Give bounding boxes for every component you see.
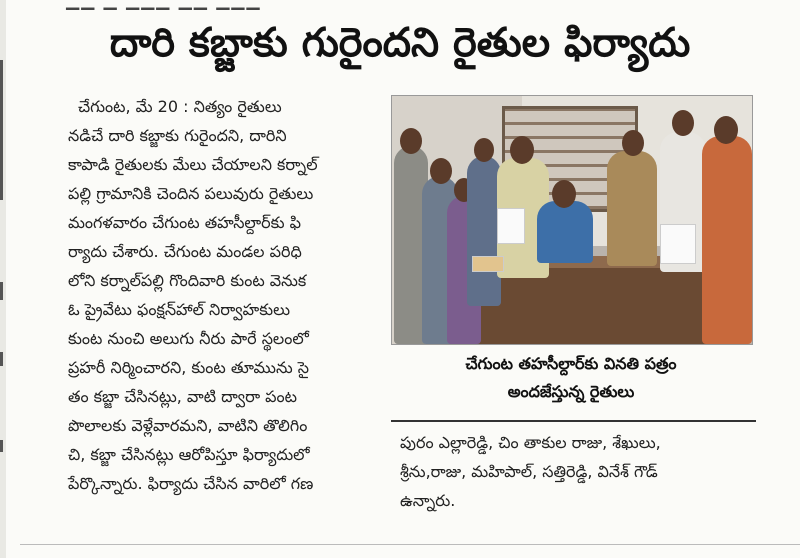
article-continuation [400, 428, 760, 515]
clipped-previous-line: ▁▁ ▁ ▁▁▁ ▁▁ ▁▁▁ [66, 0, 262, 10]
article-line: కాపాడి రైతులకు మేలు చేయాలని కర్నాల్ [68, 155, 318, 174]
article-body [68, 92, 380, 498]
article-line: పేర్కొన్నారు. ఫిర్యాదు చేసిన వారిలో గణ [68, 474, 314, 493]
continuation-line: శ్రీను,రాజు, మహిపాల్, సత్తిరెడ్డి, వినేశ్ గౌడ్ [400, 462, 658, 481]
photo-caption [391, 350, 751, 406]
article-line: తం కబ్జా చేసినట్లు, వాటి ద్వారా పంట [68, 387, 298, 406]
article-line: ప్రహరీ నిర్మించారని, కుంట తూమును సై [68, 358, 310, 377]
news-photo [391, 95, 753, 345]
caption-divider [391, 420, 756, 422]
article-line: చేగుంట, మే 20 : నిత్యం రైతులు [78, 97, 282, 116]
article-line: ఓ ప్రైవేటు ఫంక్షన్‌హాల్ నిర్వాహకులు [68, 300, 290, 319]
article-line: నడిచే దారి కబ్జాకు గురైందని, దారిని [68, 126, 287, 145]
caption-line: అందజేస్తున్న రైతులు [507, 382, 635, 401]
article-line: చి, కబ్జా చేసినట్లు ఆరోపిస్తూ ఫిర్యాదులో [68, 445, 310, 464]
article-line: లోని కర్నాల్‌పల్లి గొందివారి కుంట వెనుక [68, 271, 307, 290]
article-line: ర్యాదు చేశారు. చేగుంట మండల పరిధి [68, 242, 302, 261]
continuation-line: ఉన్నారు. [400, 491, 456, 510]
article-line: పల్లి గ్రామానికి చెందిన పలువురు రైతులు [68, 184, 314, 203]
caption-line: చేగుంట తహసీల్దార్‌కు వినతి పత్రం [465, 354, 677, 373]
page-edge [0, 0, 6, 558]
article-line: మంగళవారం చేగుంట తహసీల్దార్‌కు ఫి [68, 213, 302, 232]
headline: దారి కబ్జాకు గురైందని రైతుల ఫిర్యాదు [109, 20, 691, 66]
continuation-line: పురం ఎల్లారెడ్డి, చిం తాకుల రాజు, శేఖులు, [400, 433, 661, 452]
article-line: పొలాలకు వెళ్లేవారమని, వాటిని తొలిగిం [68, 416, 308, 435]
bottom-divider [20, 544, 800, 545]
article-line: కుంట నుంచి అలుగు నీరు పారే స్థలంలో [68, 329, 309, 348]
